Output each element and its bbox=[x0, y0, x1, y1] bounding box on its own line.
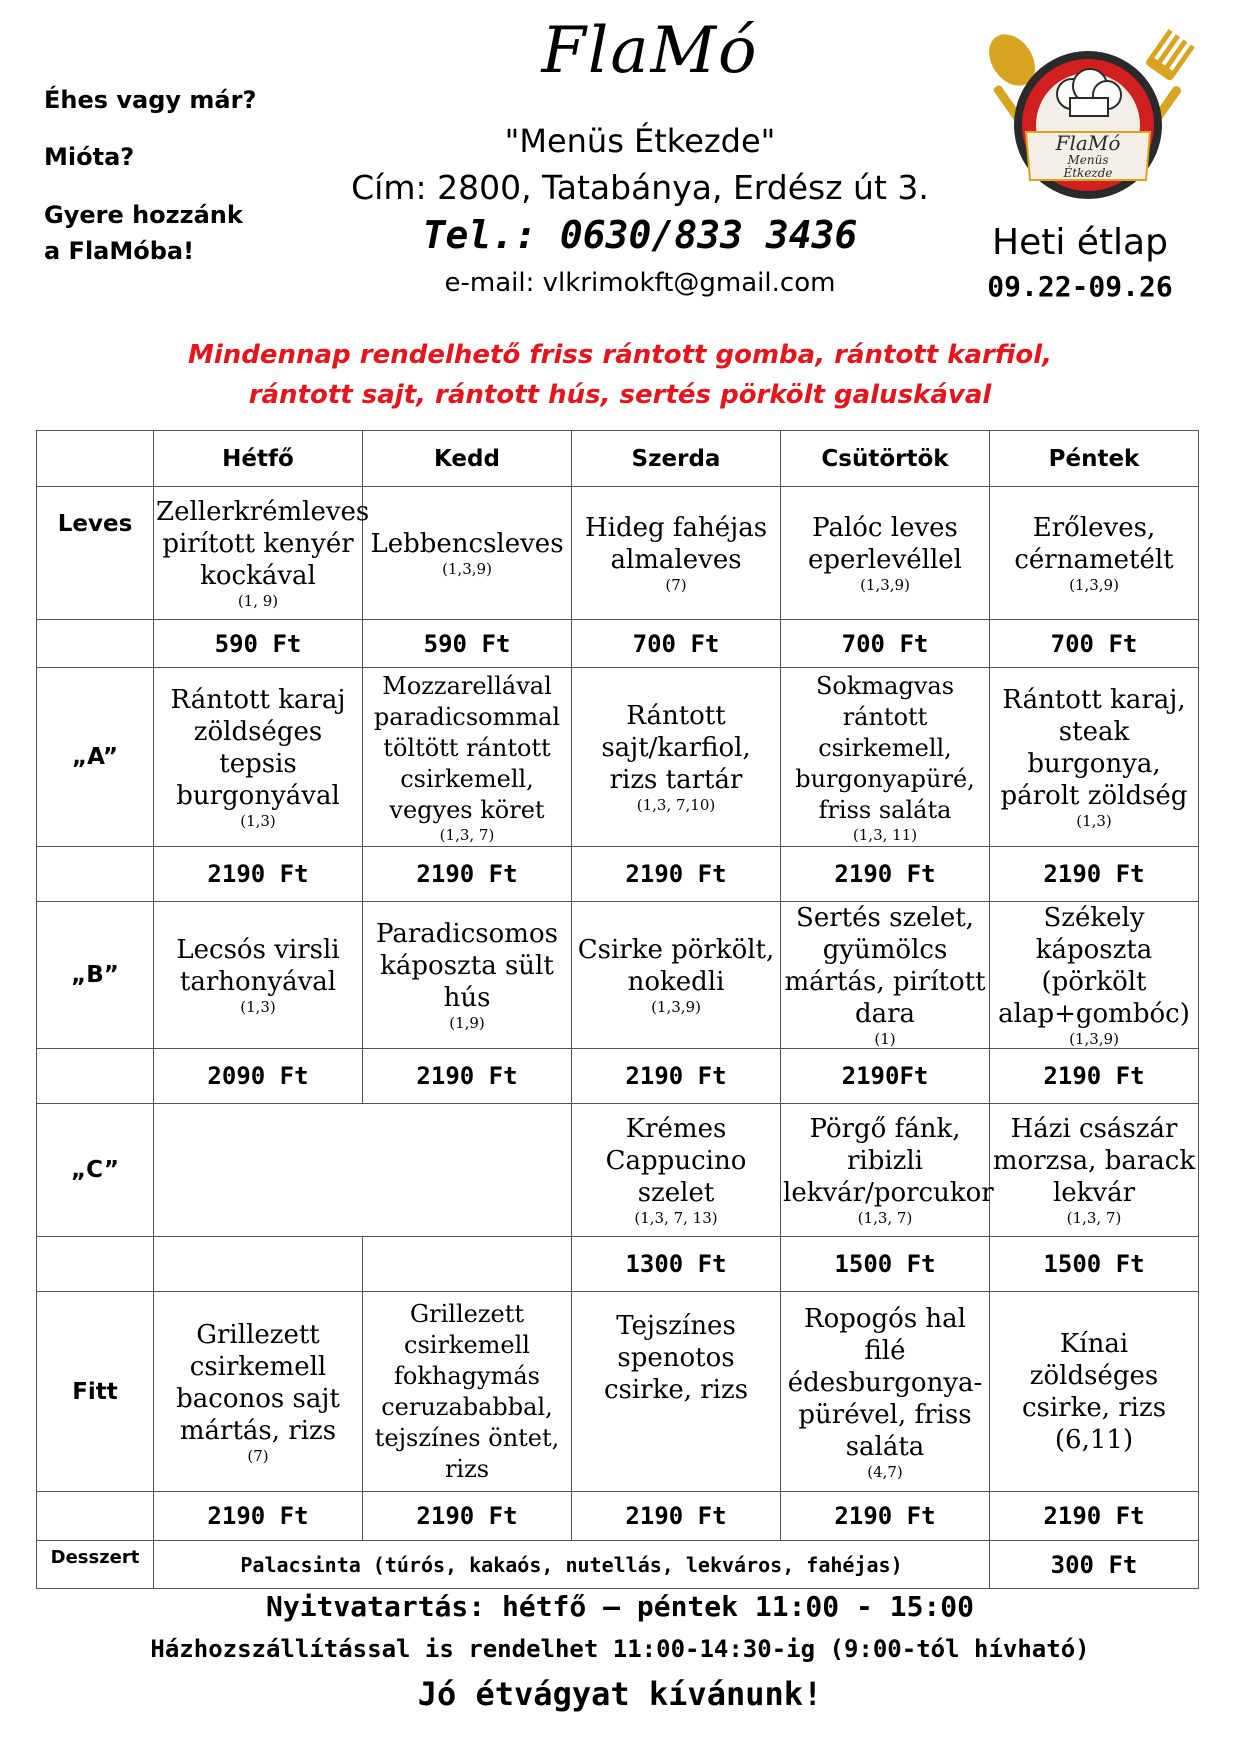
dish-cell bbox=[990, 668, 1199, 847]
price-cell: 2190 Ft bbox=[154, 1492, 363, 1541]
svg-text:Menüs: Menüs bbox=[1067, 153, 1109, 167]
allergen-codes: (1,3,9) bbox=[651, 998, 701, 1016]
tagline-come-to-us: Gyere hozzánk bbox=[44, 201, 243, 229]
date-range: 09.22-09.26 bbox=[987, 270, 1173, 303]
dish-row-c bbox=[37, 1104, 1199, 1237]
brand-name: FlaMó bbox=[541, 14, 759, 88]
dish-name: Házi császár morzsa, barack lekvár bbox=[992, 1114, 1196, 1208]
price-cell: 2190 Ft bbox=[154, 847, 363, 902]
dish-name: Rántott sajt/karfiol, rizs tartár bbox=[601, 701, 751, 795]
price-cell: 2190 Ft bbox=[990, 1492, 1199, 1541]
restaurant-subtitle: "Menüs Étkezde" bbox=[504, 122, 776, 160]
allergen-codes: (1,9) bbox=[449, 1014, 485, 1032]
row-label: „A” bbox=[37, 668, 154, 847]
price-row-label bbox=[37, 1049, 154, 1104]
weekly-menu-title: Heti étlap bbox=[992, 222, 1168, 263]
dish-cell bbox=[363, 668, 572, 847]
price-cell: 2190 Ft bbox=[990, 1049, 1199, 1104]
dish-name: Rántott karaj, steak burgonya, párolt zöldség bbox=[1000, 685, 1188, 811]
dish-name: Sokmagvas rántott csirkemell, burgonyapüré, friss saláta bbox=[795, 671, 975, 824]
dish-name: Krémes Cappucino szelet bbox=[605, 1114, 747, 1208]
price-cell: 2190 Ft bbox=[781, 847, 990, 902]
dish-name: Hideg fahéjas almaleves bbox=[584, 513, 768, 575]
price-cell: 2190 Ft bbox=[363, 847, 572, 902]
allergen-codes: (1,3) bbox=[240, 812, 276, 830]
dish-cell bbox=[572, 902, 781, 1049]
dish-cell bbox=[990, 1292, 1199, 1492]
dessert-row bbox=[37, 1541, 1199, 1589]
dish-row-fit bbox=[37, 1292, 1199, 1492]
dish-cell bbox=[990, 902, 1199, 1049]
allergen-codes: (1,3, 7) bbox=[1066, 1209, 1122, 1227]
price-cell: 700 Ft bbox=[990, 620, 1199, 668]
allergen-codes: (1,3,9) bbox=[1069, 1030, 1119, 1048]
allergen-codes: (1,3,9) bbox=[442, 560, 492, 578]
header-row bbox=[37, 431, 1199, 487]
dish-name: Grillezett csirkemell baconos sajt mártás, rizs bbox=[176, 1319, 340, 1446]
allergen-codes: (1,3, 7, 13) bbox=[634, 1209, 718, 1227]
tagline-hungry: Éhes vagy már? bbox=[44, 86, 257, 114]
day-header: Szerda bbox=[572, 431, 781, 487]
dish-cell bbox=[572, 1292, 781, 1492]
allergen-codes: (1, 9) bbox=[237, 592, 279, 610]
day-header: Péntek bbox=[990, 431, 1199, 487]
dish-name: Mozzarellával paradicsommal töltött rántott csirkemell, vegyes köret bbox=[373, 671, 561, 824]
dish-name: Palóc leves eperlevéllel bbox=[808, 513, 962, 575]
allergen-codes: (7) bbox=[665, 576, 687, 594]
price-cell: 2190Ft bbox=[781, 1049, 990, 1104]
price-row-a bbox=[37, 847, 1199, 902]
price-row-label bbox=[37, 1237, 154, 1292]
dessert-price: 300 Ft bbox=[990, 1541, 1199, 1589]
price-cell: 2190 Ft bbox=[572, 1049, 781, 1104]
dish-cell bbox=[572, 487, 781, 620]
price-cell: 2190 Ft bbox=[781, 1492, 990, 1541]
svg-text:Étkezde: Étkezde bbox=[1063, 166, 1113, 180]
dish-name: Kínai zöldséges csirke, rizs (6,11) bbox=[1021, 1328, 1167, 1455]
price-cell: 2190 Ft bbox=[363, 1492, 572, 1541]
dish-cell bbox=[154, 1292, 363, 1492]
dessert-label: Desszert bbox=[37, 1541, 154, 1589]
allergen-codes: (1,3, 7) bbox=[439, 825, 495, 844]
allergen-codes: (4,7) bbox=[867, 1462, 903, 1481]
price-cell: 2090 Ft bbox=[154, 1049, 363, 1104]
tagline-to-flamo: a FlaMóba! bbox=[44, 237, 195, 265]
allergen-codes: (7) bbox=[247, 1446, 269, 1465]
dish-cell bbox=[990, 1104, 1199, 1237]
price-cell: 700 Ft bbox=[781, 620, 990, 668]
dish-cell bbox=[781, 487, 990, 620]
allergen-codes: (1,3,9) bbox=[860, 576, 910, 594]
daily-notice-line2: rántott sajt, rántott hús, sertés pörkölt galuskával bbox=[248, 380, 992, 410]
dish-cell bbox=[154, 668, 363, 847]
dessert-description: Palacsinta (túrós, kakaós, nutellás, lekváros, fahéjas) bbox=[154, 1541, 990, 1589]
dish-name: Zellerkrémleves pirított kenyér kockával bbox=[156, 497, 370, 591]
dish-cell bbox=[572, 668, 781, 847]
price-cell: 2190 Ft bbox=[572, 1492, 781, 1541]
dish-cell-empty bbox=[154, 1104, 572, 1237]
closing-wish: Jó étvágyat kívánunk! bbox=[417, 1675, 823, 1713]
dish-cell bbox=[363, 902, 572, 1049]
dish-cell bbox=[154, 902, 363, 1049]
price-cell: 1500 Ft bbox=[781, 1237, 990, 1292]
dish-cell bbox=[781, 1104, 994, 1237]
dish-cell bbox=[572, 1104, 781, 1237]
day-header: Hétfő bbox=[154, 431, 363, 487]
price-row-soup bbox=[37, 620, 1199, 668]
day-header: Kedd bbox=[363, 431, 572, 487]
dish-cell bbox=[154, 487, 370, 620]
dish-name: Tejszínes spenotos csirke, rizs bbox=[603, 1311, 749, 1405]
dish-name: Grillezett csirkemell fokhagymás ceruzababbal, tejszínes öntet, rizs bbox=[374, 1299, 560, 1483]
row-label: Leves bbox=[37, 487, 154, 620]
price-row-fit bbox=[37, 1492, 1199, 1541]
price-cell: 2190 Ft bbox=[363, 1049, 572, 1104]
dish-name: Erőleves, cérnametélt bbox=[1014, 513, 1174, 575]
price-cell: 2190 Ft bbox=[572, 847, 781, 902]
opening-hours: Nyitvatartás: hétfő – péntek 11:00 - 15:00 bbox=[265, 1590, 974, 1623]
price-cell bbox=[154, 1237, 363, 1292]
dish-name: Székely káposzta (pörkölt alap+gombóc) bbox=[998, 903, 1190, 1029]
dish-cell bbox=[781, 902, 990, 1049]
dish-cell bbox=[781, 668, 990, 847]
price-row-c bbox=[37, 1237, 1199, 1292]
row-label: „B” bbox=[37, 902, 154, 1049]
allergen-codes: (1,3) bbox=[240, 998, 276, 1016]
menu-table bbox=[36, 430, 1199, 1589]
allergen-codes: (1,3, 7) bbox=[857, 1209, 913, 1227]
price-cell: 700 Ft bbox=[572, 620, 781, 668]
price-cell: 1500 Ft bbox=[990, 1237, 1199, 1292]
allergen-codes: (1,3,9) bbox=[1069, 576, 1119, 594]
price-cell: 590 Ft bbox=[154, 620, 363, 668]
corner-cell bbox=[37, 431, 154, 487]
day-header: Csütörtök bbox=[781, 431, 990, 487]
row-label: „C” bbox=[37, 1104, 154, 1237]
dish-name: Lebbencsleves bbox=[370, 529, 564, 559]
restaurant-email: e-mail: vlkrimokft@gmail.com bbox=[444, 268, 836, 298]
dish-row-a bbox=[37, 668, 1199, 847]
dish-cell bbox=[781, 1292, 990, 1492]
dish-cell bbox=[990, 487, 1199, 620]
dish-name: Lecsós virsli tarhonyával bbox=[176, 935, 340, 997]
price-cell: 2190 Ft bbox=[990, 847, 1199, 902]
price-row-label bbox=[37, 1492, 154, 1541]
price-cell: 590 Ft bbox=[363, 620, 572, 668]
price-cell bbox=[363, 1237, 572, 1292]
svg-text:FlaMó: FlaMó bbox=[1055, 131, 1121, 155]
dish-name: Sertés szelet, gyümölcs mártás, pirított dara bbox=[784, 903, 986, 1029]
dish-row-b bbox=[37, 902, 1199, 1049]
dish-cell bbox=[363, 1292, 572, 1492]
dish-cell bbox=[363, 487, 572, 620]
allergen-codes: (1,3) bbox=[1076, 812, 1112, 830]
flamo-logo bbox=[968, 20, 1208, 220]
price-cell: 1300 Ft bbox=[572, 1237, 781, 1292]
dish-name: Csirke pörkölt, nokedli bbox=[577, 935, 775, 997]
delivery-info: Házhozszállítással is rendelhet 11:00-14:30-ig (9:00-tól hívható) bbox=[150, 1635, 1090, 1663]
restaurant-phone: Tel.: 0630/833 3436 bbox=[422, 213, 858, 257]
allergen-codes: (1,3, 7,10) bbox=[636, 796, 716, 814]
restaurant-address: Cím: 2800, Tatabánya, Erdész út 3. bbox=[351, 168, 929, 207]
dish-name: Pörgő fánk, ribizli lekvár/porcukor bbox=[783, 1114, 994, 1208]
tagline-since-when: Mióta? bbox=[44, 143, 135, 171]
dish-name: Paradicsomos káposzta sült hús bbox=[376, 919, 558, 1013]
price-row-label bbox=[37, 847, 154, 902]
price-row-label bbox=[37, 620, 154, 668]
dish-name: Rántott karaj zöldséges tepsis burgonyával bbox=[170, 685, 346, 811]
daily-notice-line1: Mindennap rendelhető friss rántott gomba, rántott karfiol, bbox=[187, 340, 1052, 370]
allergen-codes: (1) bbox=[874, 1030, 896, 1048]
allergen-codes: (1,3, 11) bbox=[852, 825, 918, 844]
dish-name: Ropogós hal filé édesburgonya-pürével, friss saláta bbox=[787, 1303, 983, 1462]
dish-row-soup bbox=[37, 487, 1199, 620]
row-label: Fitt bbox=[37, 1292, 154, 1492]
price-row-b bbox=[37, 1049, 1199, 1104]
